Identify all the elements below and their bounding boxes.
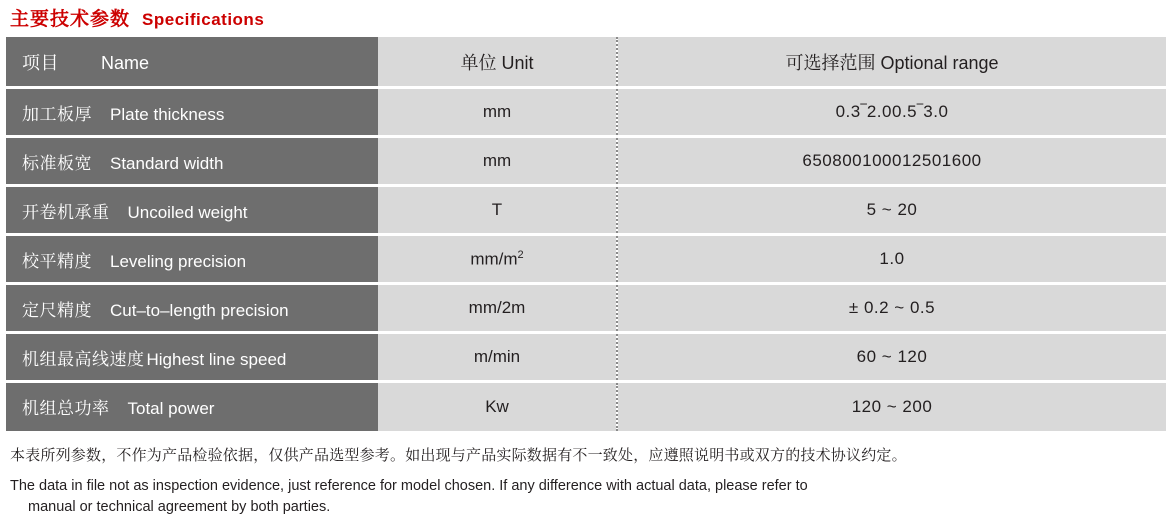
header-name-en: Name — [101, 52, 150, 73]
row-range — [617, 333, 1166, 382]
range-value-b: 0.5‾3.0 — [892, 102, 949, 121]
row-unit — [378, 88, 617, 137]
row-range — [617, 137, 1166, 186]
unit-text: mm/2m — [468, 298, 526, 317]
specifications-table — [6, 37, 1166, 431]
table-row — [6, 88, 1166, 137]
footnote-en-line1: The data in file not as inspection evidence, just reference for model chosen. If any difference with actual data, please refer to — [10, 477, 808, 494]
row-unit — [378, 382, 617, 431]
row-unit — [378, 186, 617, 235]
footnote-cn: 本表所列参数，不作为产品检验依据，仅供产品选型参考。如出现与产品实际数据有不一致处，应遵照说明书或双方的技术协议约定。 — [10, 446, 907, 464]
range-value-a: 120 ~ 200 — [851, 396, 933, 416]
row-name-en: Plate thickness — [110, 104, 225, 124]
table-row — [6, 235, 1166, 284]
range-value-a: 650 — [802, 151, 833, 170]
row-range — [617, 186, 1166, 235]
table-row — [6, 186, 1166, 235]
row-range — [617, 235, 1166, 284]
row-name-cn: 机组总功率 — [22, 399, 110, 419]
page-title — [6, 0, 1164, 37]
header-cell-unit: 单位 Unit — [378, 37, 617, 88]
row-unit — [378, 235, 617, 284]
row-name-cn: 开卷机承重 — [22, 202, 110, 222]
row-name-cut-to-length-precision — [6, 284, 378, 333]
footnotes — [6, 431, 1164, 520]
row-name-leveling-precision — [6, 235, 378, 284]
row-unit — [378, 284, 617, 333]
row-name-en: Highest line speed — [146, 349, 287, 369]
header-cell-range: 可选择范围 Optional range — [617, 37, 1166, 88]
range-value-e: 1600 — [941, 151, 982, 170]
row-range — [617, 382, 1166, 431]
range-value-a: 1.0 — [879, 249, 905, 268]
unit-text: T — [491, 200, 503, 219]
range-value-b: 800 — [832, 151, 863, 170]
table-row — [6, 382, 1166, 431]
page-title-en: Specifications — [142, 10, 265, 29]
range-value-c: 1000 — [862, 151, 902, 170]
row-name-en: Leveling precision — [110, 251, 247, 271]
unit-text: mm — [482, 151, 512, 170]
row-name-cn: 机组最高线速度 — [22, 349, 145, 369]
row-name-en: Standard width — [110, 153, 224, 173]
range-value-d: 1250 — [901, 151, 942, 170]
row-name-cn: 定尺精度 — [22, 300, 92, 320]
row-name-en: Total power — [127, 399, 215, 419]
header-cell-name — [6, 37, 378, 88]
table-row — [6, 284, 1166, 333]
row-name-uncoiled-weight — [6, 186, 378, 235]
row-name-total-power — [6, 382, 378, 431]
row-name-en: Uncoiled weight — [127, 202, 248, 222]
row-unit — [378, 333, 617, 382]
row-unit — [378, 137, 617, 186]
row-name-cn: 标准板宽 — [22, 153, 92, 173]
unit-superscript: 2 — [517, 248, 524, 261]
row-name-en: Cut–to–length precision — [110, 300, 289, 320]
table-header-row — [6, 37, 1166, 88]
row-name-cn: 校平精度 — [22, 251, 92, 271]
unit-text: mm — [482, 102, 512, 121]
unit-text: m/min — [473, 347, 521, 366]
row-range — [617, 284, 1166, 333]
footnote-en-line2: manual or technical agreement by both parties. — [28, 499, 331, 516]
unit-text: Kw — [485, 396, 509, 416]
range-value-a: 0.3‾2.0 — [835, 102, 892, 121]
unit-text: mm/m — [470, 249, 518, 269]
range-value-a: 5 ~ 20 — [866, 200, 918, 219]
row-name-cn: 加工板厚 — [22, 104, 92, 124]
row-name-standard-width — [6, 137, 378, 186]
header-name-cn: 项目 — [22, 52, 59, 73]
row-name-highest-line-speed — [6, 333, 378, 382]
range-value-a: ± 0.2 ~ 0.5 — [848, 298, 936, 317]
row-name-plate-thickness — [6, 88, 378, 137]
table-row — [6, 333, 1166, 382]
table-row — [6, 137, 1166, 186]
page-title-cn: 主要技术参数 — [10, 9, 131, 30]
footnote-en — [10, 476, 1160, 520]
range-value-a: 60 ~ 120 — [856, 347, 928, 366]
row-range — [617, 88, 1166, 137]
